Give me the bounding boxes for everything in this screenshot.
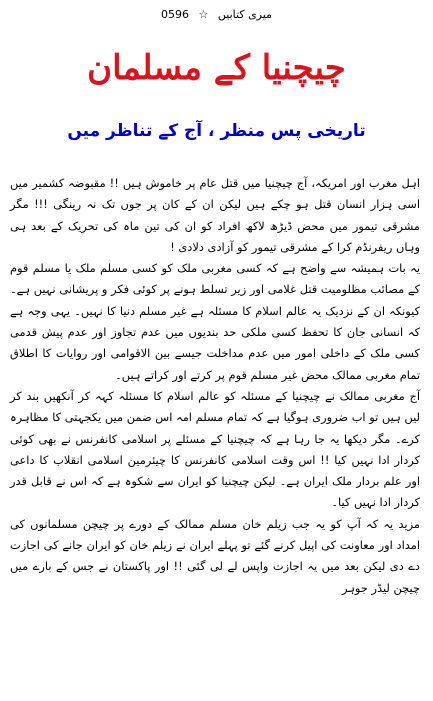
- star-icon: ☆: [198, 8, 209, 21]
- paragraph: یہ بات ہمیشہ سے واضح ہے کہ کسی مغربی ملک کو کسی مسلم ملک یا مسلم قوم کے مصائب مظلومیت قتل غلامی اور زیر تسلط ہونے پر کوئی فکر و پریشانی نہیں ہے۔ کیونکہ ان کے نزدیک یہ عالم اسلام کا مسئلہ ہے غیر مسلم دنیا کا نہیں۔ یہی وجہ ہے کہ انسانی جان کا تحفظ کسی ملکی حد بندیوں میں عدم تجاوز اور عدم پیش قدمی کسی ملک کے داخلی امور میں عدم مداخلت جیسے بین الاقوامی اور روایات کا اطلاق تمام مغربی ممالک محض غیر مسلم قوم پر کرتے اور کراتے ہیں۔: [10, 261, 420, 382]
- page-header: [0, 8, 433, 21]
- body-text: [10, 173, 420, 599]
- book-code: 0596: [161, 8, 190, 21]
- book-title: چیچنیا کے مسلمان: [87, 48, 346, 88]
- publisher-name: میری کتابیں: [217, 8, 272, 21]
- paragraph: اہل مغرب اور امریکہ، آج چیچنیا میں قتل عام پر خاموش ہیں !! مقبوضہ کشمیر میں اسی ہزار انسان قتل ہو چکے ہیں لیکن ان کے کان پر جوں تک نہ رینگی !!! مگر مشرقی تیمور میں محض ڈیڑھ لاکھ افراد کو ان کی تین ماہ کی تحریک کے بعد ہی وہاں ریفرنڈم کرا کے مشرقی تیمور کو آزادی دلادی !: [10, 176, 420, 254]
- paragraph: آج مغربی ممالک نے چیچنیا کے مسئلہ کو عالم اسلام کا مسئلہ کہہ کر آنکھیں بند کر لیں ہیں تو اب ضروری ہوگیا ہے کہ تمام مسلم امہ اس ضمن میں یکجہتی کا مظاہرہ کرے۔ مگر دیکھا یہ جا رہا ہے کہ چیچنیا کے مسئلے پر اسلامی کانفرنس نے بھی کوئی کردار ادا نہیں کیا !! اس وقت اسلامی کانفرنس کا چیئرمین اسلامی انقلاب کا داعی اور علم بردار ملک ایران ہے۔ لیکن چیچنیا کو ایران سے شکوہ ہے کہ اس نے قابل قدر کردار ادا نہیں کیا۔: [10, 388, 420, 510]
- paragraph: مزید یہ کہ آپ کو یہ جب زیلم خان مسلم ممالک کے دورے پر چیچن مسلمانوں کی امداد اور معاونت کی اپیل کرنے گئے تو پہلے ایران نے زیلم خان کو ایران جانے کی اجازت دے دی لیکن بعد میں یہ اجازت واپس لے لی گئی !! اور پاکستان نے جس کے بارے میں چیچن لیڈر جوہر: [10, 516, 420, 595]
- book-subtitle: تاریخی پس منظر ، آج کے تناظر میں: [67, 121, 366, 141]
